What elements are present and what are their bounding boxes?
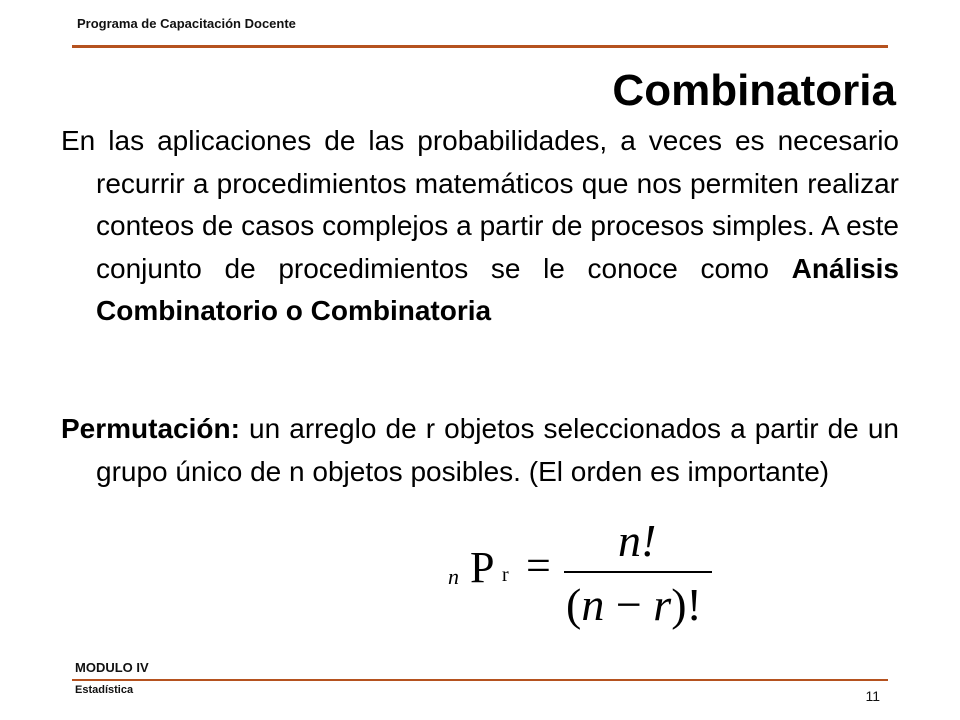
intro-paragraph <box>61 120 899 333</box>
den-n: n <box>581 579 605 630</box>
formula-fraction-bar <box>564 571 712 573</box>
footer-divider <box>72 679 888 681</box>
intro-text: En las aplicaciones de las probabilidades, a veces es necesario recurrir a procedimientos matemáticos que nos permiten realizar conteos de casos complejos a partir de procesos simples. A este conjunto de procedimientos se le conoce como <box>61 125 899 284</box>
den-close: )! <box>671 579 702 630</box>
permutation-paragraph <box>61 408 899 493</box>
header-divider <box>72 45 888 48</box>
permutation-term: Permutación: <box>61 413 240 444</box>
formula-P: P <box>470 543 495 592</box>
den-r: r <box>653 579 672 630</box>
den-minus: − <box>604 579 654 630</box>
formula-sub-r: r <box>502 564 509 586</box>
den-open: ( <box>566 579 582 630</box>
formula-numerator: n! <box>618 515 657 566</box>
formula-sub-n: n <box>448 564 459 589</box>
page-number: 11 <box>865 688 880 704</box>
footer-module: MODULO IV <box>75 660 149 675</box>
formula-denominator <box>566 578 702 631</box>
header-program-name: Programa de Capacitación Docente <box>77 16 296 31</box>
footer-subject: Estadística <box>75 684 134 696</box>
permutation-definition: un arreglo de r objetos seleccionados a partir de un grupo único de n objetos posibles. (El orden es importante) <box>96 413 899 487</box>
slide-title: Combinatoria <box>612 66 896 115</box>
permutation-formula <box>438 515 738 630</box>
formula-equals: = <box>526 541 551 590</box>
intro-bold-term: Análisis Combinatorio o Combinatoria <box>96 252 900 326</box>
